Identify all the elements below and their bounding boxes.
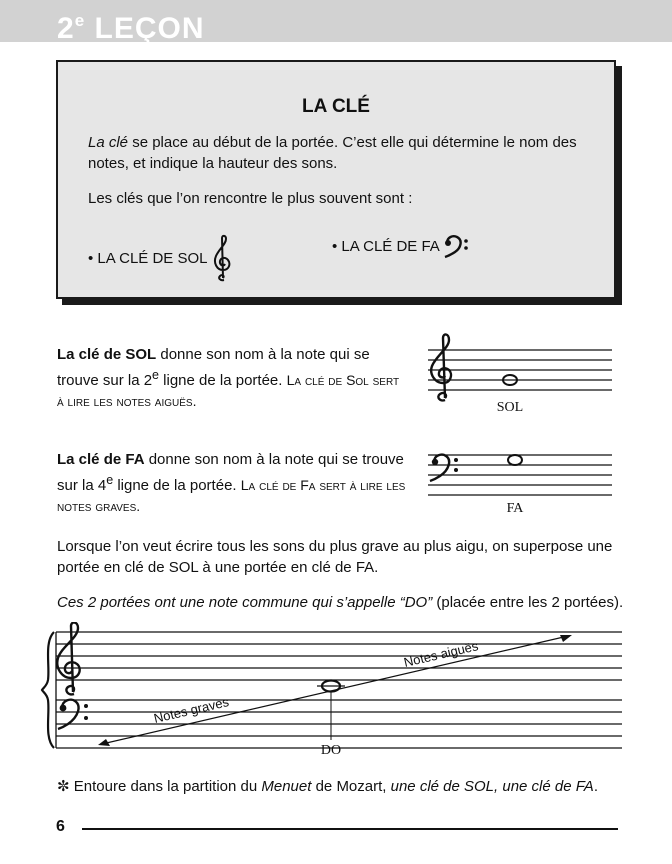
box-title: LA CLÉ	[302, 96, 370, 117]
lesson-header	[0, 0, 672, 45]
grand-staff-intro: Lorsque l’on veut écrire tous les sons du plus grave au plus aigu, on superpose une portée en clé de SOL à une portée en clé de FA.	[57, 538, 613, 576]
asterisk-icon: ✼	[57, 778, 70, 795]
whole-note-fa	[508, 455, 522, 465]
note-label-fa: FA	[506, 501, 524, 516]
footer-rule	[82, 828, 618, 830]
note-label-sol: SOL	[496, 400, 524, 415]
treble-clef-icon	[57, 622, 79, 694]
box-paragraph-1: La clé se place au début de la portée. C’est elle qui détermine le nom des notes, et indique la hauteur des sons.	[88, 134, 577, 172]
pitch-arrow	[102, 636, 568, 744]
exercise-instruction: ✼ Entoure dans la partition du Menuet de Mozart, une clé de SOL, une clé de FA.	[57, 778, 598, 795]
box-paragraph-2: Les clés que l’on rencontre le plus souvent sont :	[88, 190, 413, 207]
item-sol-clef: • LA CLÉ DE SOL	[88, 234, 235, 284]
fa-description: La clé de FA donne son nom à la note qui se trouve sur la 4e ligne de la portée. La clé de Fa sert à lire les notes graves.	[57, 451, 406, 514]
label-notes-aigues: Notes aiguës	[402, 638, 480, 670]
lesson-title: 2e LEÇON	[57, 11, 205, 45]
page-number: 6	[56, 818, 65, 835]
note-label-do: DO	[320, 743, 342, 758]
common-note-sentence: Ces 2 portées ont une note commune qui s’appelle “DO” (placée entre les 2 portées).	[57, 594, 624, 611]
sol-staff	[420, 330, 620, 420]
item-fa-clef: • LA CLÉ DE FA	[332, 234, 473, 260]
arrow-head-icon	[560, 635, 572, 642]
treble-clef-icon	[211, 234, 235, 284]
info-box	[56, 60, 616, 299]
label-notes-graves: Notes graves	[152, 694, 231, 726]
bass-clef-icon	[430, 455, 458, 481]
bass-clef-icon	[443, 234, 473, 260]
sol-description: La clé de SOL donne son nom à la note qui se trouve sur la 2e ligne de la portée. La clé de Sol sert à lire les notes aiguës.	[57, 346, 400, 409]
fa-staff	[420, 445, 620, 520]
grand-staff	[40, 622, 630, 762]
brace-icon	[42, 632, 54, 748]
